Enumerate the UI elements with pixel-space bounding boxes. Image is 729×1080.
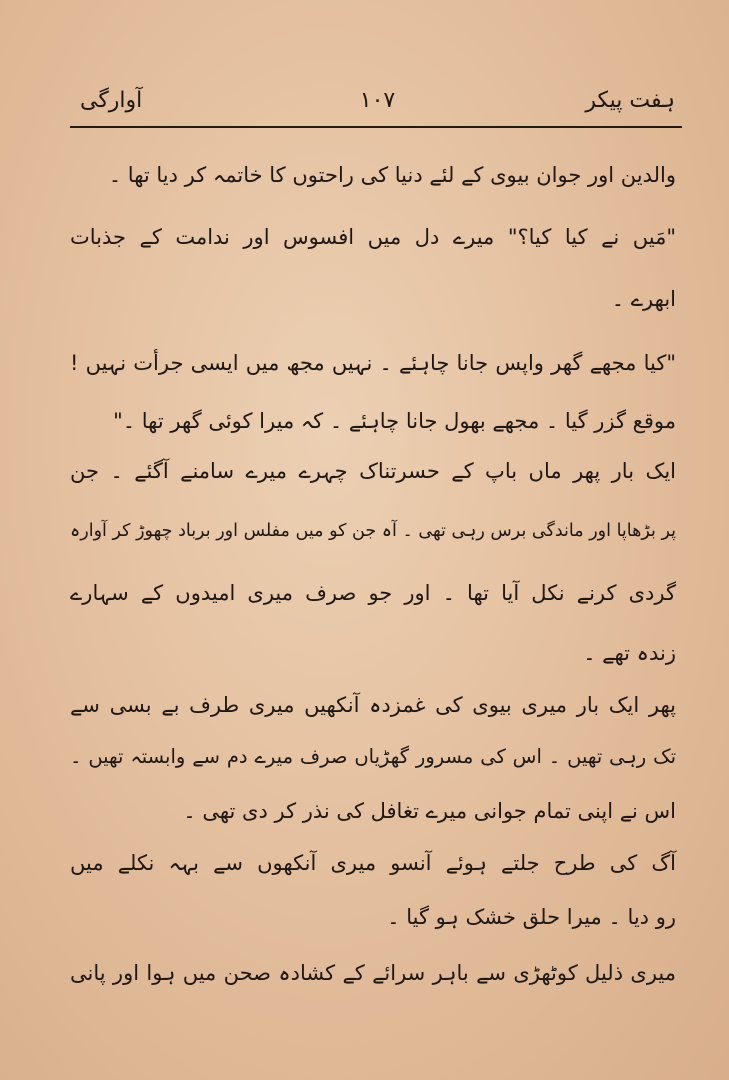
text-line: پھر ایک بار میری بیوی کی غمزدہ آنکھیں میری طرف بے بسی سے xyxy=(70,693,676,717)
text-line: رو دیا ۔ میرا حلق خشک ہو گیا ۔ xyxy=(387,905,676,929)
book-title: ہفت پیکر xyxy=(585,88,675,113)
text-line: میری ذلیل کوٹھڑی سے باہر سرائے کے کشادہ صحن میں ہوا اور پانی xyxy=(70,961,676,985)
text-line: تک رہی تھیں ۔ اس کی مسرور گھڑیاں صرف میرے دم سے وابستہ تھیں ۔ xyxy=(70,745,676,768)
header-rule xyxy=(70,126,682,128)
text-line: زندہ تھے ۔ xyxy=(583,641,676,665)
text-line: "کیا مجھے گھر واپس جانا چاہئے ۔ نہیں مجھ میں ایسی جرأت نہیں ! xyxy=(70,351,676,375)
text-line: ایک بار پھر ماں باپ کے حسرتناک چہرے میرے سامنے آگئے ۔ جن xyxy=(70,459,676,483)
text-line: گردی کرنے نکل آیا تھا ۔ اور جو صرف میری امیدوں کے سہارے xyxy=(70,581,676,605)
text-line: اس نے اپنی تمام جوانی میرے تغافل کی نذر کر دی تھی ۔ xyxy=(183,799,676,823)
text-line: ابھرے ۔ xyxy=(611,287,676,311)
running-header xyxy=(80,88,675,124)
text-line: پر بڑھاپا اور ماندگی برس رہی تھی ۔ آہ جن کو میں مفلس اور برباد چھوڑ کر آوارہ xyxy=(70,521,676,541)
text-line: "مَیں نے کیا کیا؟" میرے دل میں افسوس اور ندامت کے جذبات xyxy=(70,225,676,249)
page-number: ۱۰۷ xyxy=(359,88,396,113)
chapter-title: آوارگی xyxy=(80,88,143,113)
text-line: والدین اور جوان بیوی کے لئے دنیا کی راحتوں کا خاتمہ کر دیا تھا ۔ xyxy=(108,163,676,187)
text-line: آگ کی طرح جلتے ہوئے آنسو میری آنکھوں سے بہہ نکلے میں xyxy=(70,851,676,875)
text-line: موقع گزر گیا ۔ مجھے بھول جانا چاہئے ۔ کہ میرا کوئی گھر تھا ۔" xyxy=(113,409,676,433)
